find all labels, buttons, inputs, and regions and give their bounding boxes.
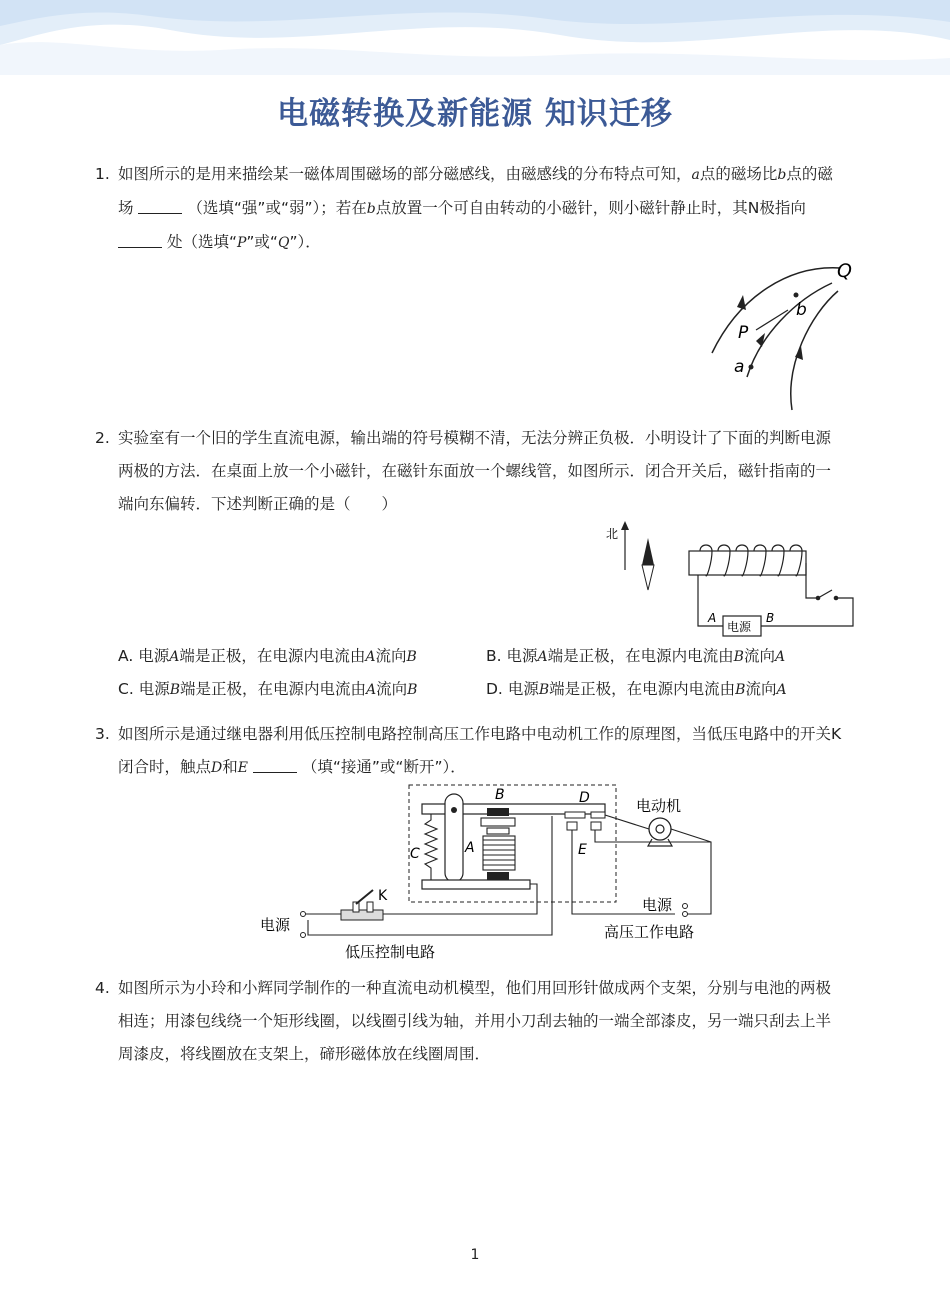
compass-needle-icon [642, 538, 654, 590]
question-text: 如图所示是通过继电器利用低压控制电路控制高压工作电路中电动机工作的原理图，当低压电路中的开关K闭合时，触点D和E （填“接通”或“断开”）． [118, 725, 842, 776]
question-2 [95, 422, 845, 521]
question-text: 如图所示的是用来描绘某一磁体周围磁场的部分磁感线，由磁感线的分布特点可知，a点的磁场比b点的磁场 （选填“强”或“弱”）；若在b点放置一个可自由转动的小磁针，则小磁针静止时，其N极指向 处（选填“P”或“Q”）． [118, 165, 833, 251]
option-a[interactable]: A. 电源A端是正极，在电源内电流由A流向B [118, 647, 417, 665]
label-E: E [578, 842, 587, 858]
solenoid-compass-figure [600, 518, 860, 643]
question-number: 4. [95, 979, 110, 997]
label-Q: Q [837, 260, 852, 282]
question-number: 3. [95, 725, 110, 743]
power-source-label: 电源 [727, 620, 752, 634]
question-4 [95, 972, 845, 1071]
label-B: B [495, 787, 505, 803]
electromagnet-coil [483, 836, 515, 870]
pointer-line [756, 310, 788, 330]
north-label: 北 [606, 527, 619, 541]
header-wave-decoration [0, 0, 950, 75]
spring [425, 814, 437, 880]
option-c[interactable]: C. 电源B端是正极，在电源内电流由A流向B [118, 680, 418, 698]
relay-base [422, 880, 530, 889]
question-number: 1. [95, 165, 110, 183]
field-line [747, 283, 832, 377]
answer-blank[interactable] [138, 199, 182, 214]
page-title: 电磁转换及新能源 知识迁移 [277, 96, 673, 132]
point-b-dot [794, 293, 799, 298]
source-right-label: 电源 [642, 896, 673, 914]
relay-circuit-figure [255, 782, 725, 967]
label-A: A [465, 840, 475, 856]
label-a: a [734, 357, 745, 377]
question-1 [95, 158, 845, 260]
option-b[interactable]: B. 电源A端是正极，在电源内电流由B流向A [486, 647, 786, 665]
question-text: 如图所示为小玲和小辉同学制作的一种直流电动机模型，他们用回形针做成两个支架，分别与电池的两极相连；用漆包线绕一个矩形线圈，以线圈引线为轴，并用小刀刮去轴的一端全部漆皮，另一端只刮去上半周漆皮，将线圈放在支架上，碲形磁体放在线圈周围． [118, 979, 832, 1063]
terminal-a-label: A [708, 611, 717, 625]
source-left-label: 电源 [260, 916, 291, 934]
high-voltage-label: 高压工作电路 [604, 923, 695, 941]
switch-k-label: K [378, 888, 388, 904]
arrowhead [756, 333, 765, 347]
arrowhead [737, 295, 746, 310]
question-number: 2. [95, 429, 110, 447]
magnetic-field-lines-figure [700, 255, 865, 415]
page-number: 1 [470, 1247, 480, 1263]
label-C: C [410, 846, 420, 862]
question-text: 实验室有一个旧的学生直流电源，输出端的符号模糊不清，无法分辨正负极．小明设计了下面的判断电源两极的方法．在桌面上放一个小磁针，在磁针东面放一个螺线管，如图所示．闭合开关后，磁针指南的一端向东偏转．下述判断正确的是（ ） [118, 429, 832, 513]
label-b: b [796, 300, 807, 320]
question-3 [95, 718, 845, 785]
option-d[interactable]: D. 电源B端是正极，在电源内电流由B流向A [486, 680, 787, 698]
point-a-dot [749, 365, 754, 370]
switch-k-icon [341, 890, 383, 920]
answer-blank[interactable] [118, 233, 162, 248]
label-P: P [738, 323, 749, 343]
terminal-b-label: B [766, 611, 775, 625]
label-D: D [579, 790, 590, 806]
low-voltage-label: 低压控制电路 [345, 943, 436, 961]
answer-blank[interactable] [253, 758, 297, 773]
motor-label: 电动机 [636, 797, 682, 815]
